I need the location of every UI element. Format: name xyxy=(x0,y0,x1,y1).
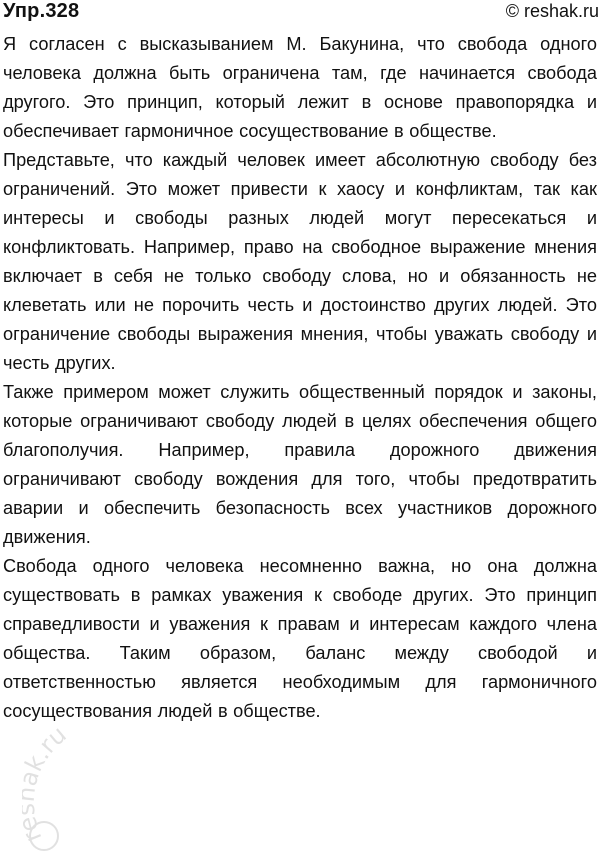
essay-text xyxy=(3,30,597,726)
watermark-logo xyxy=(22,708,172,858)
page-header xyxy=(0,0,603,26)
exercise-title: Упр.328 xyxy=(3,0,80,22)
watermark-text: k.ru xyxy=(22,720,72,776)
copyright-label: © reshak.ru xyxy=(505,1,599,21)
paragraph-4: Свобода одного человека несомненно важна, но она должна существовать в рамках уважения к свободе других. Это принцип справедливости и уважения к правам и интересам каждого члена общества. Таким образом, баланс между свободой и ответственностью является необходимым для гармоничного сосуществования людей в обществе. xyxy=(3,556,597,721)
paragraph-2: Представьте, что каждый человек имеет абсолютную свободу без ограничений. Это может привести к хаосу и конфликтам, так как интересы и свободы разных людей могут пересекаться и конфликтовать. Например, право на свободное выражение мнения включает в себя не только свободу слова, но и обязанность не клеветать или не порочить честь и достоинство других людей. Это ограничение свободы выражения мнения, чтобы уважать свободу и честь других. xyxy=(3,150,597,373)
paragraph-3: Также примером может служить общественный порядок и законы, которые ограничивают свободу людей в целях обеспечения общего благополучия. Например, правила дорожного движения ограничивают свободу вождения для того, чтобы предотвратить аварии и обеспечить безопасность всех участников дорожного движения. xyxy=(3,382,597,547)
watermark-seal-icon xyxy=(22,708,172,858)
paragraph-1: Я согласен с высказыванием М. Бакунина, что свобода одного человека должна быть ограничена там, где начинается свобода другого. Это принцип, который лежит в основе правопорядка и обеспечивает гармоничное сосуществование в обществе. xyxy=(3,34,597,141)
